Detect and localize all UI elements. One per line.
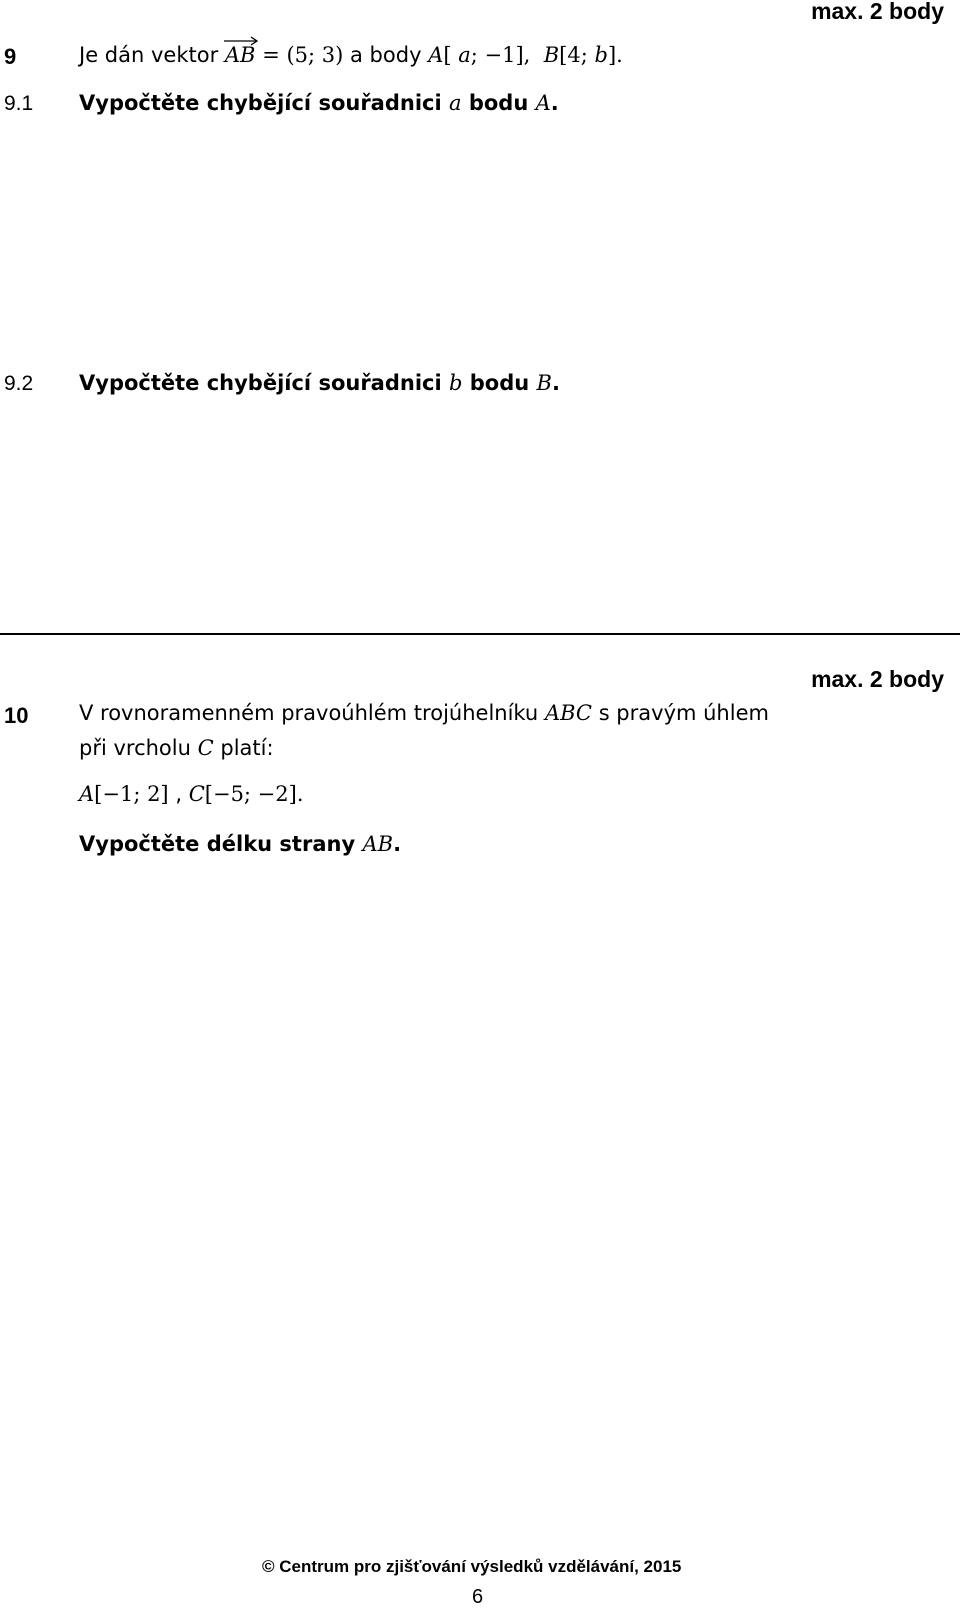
q10-coord-a: [−1; 2] bbox=[94, 782, 169, 806]
q10-triangle: ABC bbox=[544, 701, 592, 725]
q9-number: 9 bbox=[4, 44, 17, 69]
q10-line2b: platí: bbox=[220, 736, 274, 760]
q9-2-text: Vypočtěte chybějící souřadnici bbox=[79, 371, 442, 395]
section-divider bbox=[0, 633, 960, 635]
q9-point-b: B bbox=[543, 43, 560, 67]
q10-coord-a-label: A bbox=[79, 782, 95, 806]
q9-2-text2: bodu bbox=[469, 371, 530, 395]
q10-points: max. 2 body bbox=[811, 666, 944, 692]
q9-1-point: A bbox=[535, 91, 551, 115]
footer-copyright: © Centrum pro zjišťování výsledků vzdělávání, 2015 bbox=[262, 1557, 682, 1576]
q10-coord-sep: , bbox=[175, 782, 183, 806]
vector-arrow-icon bbox=[223, 36, 259, 46]
q9-intro-b: a body bbox=[350, 43, 422, 67]
q9-points: max. 2 body bbox=[811, 0, 944, 24]
q10-line2a: při vrcholu bbox=[79, 736, 191, 760]
q10-vertex: C bbox=[197, 736, 214, 760]
q10-line2 bbox=[79, 736, 274, 760]
q10-side: AB bbox=[362, 832, 394, 856]
q10-line1b: s pravým úhlem bbox=[598, 701, 769, 725]
q9-2-var: b bbox=[448, 371, 463, 395]
q9-1-task bbox=[79, 91, 559, 115]
q9-var-a: a bbox=[458, 43, 471, 67]
q9-point-a: A bbox=[428, 43, 444, 67]
q9-point-b-open: [4; bbox=[559, 43, 588, 67]
q10-coord-c-label: C bbox=[188, 782, 205, 806]
q10-task-text: Vypočtěte délku strany bbox=[79, 832, 356, 856]
q9-point-a-open: [ bbox=[443, 43, 452, 67]
q9-2-task bbox=[79, 371, 560, 395]
q9-1-var: a bbox=[448, 91, 462, 115]
vector-ab bbox=[225, 43, 256, 67]
q9-vector-value: = (5; 3) bbox=[262, 43, 344, 67]
q9-var-b: b bbox=[594, 43, 608, 67]
q9-2-point: B bbox=[536, 371, 552, 395]
vector-ab-label: AB bbox=[224, 43, 256, 67]
q9-point-b-rest: ]. bbox=[607, 43, 623, 67]
q9-1-text: Vypočtěte chybějící souřadnici bbox=[79, 91, 442, 115]
q9-1-text2: bodu bbox=[468, 91, 529, 115]
q10-task-end: . bbox=[393, 832, 402, 856]
q9-2-number: 9.2 bbox=[4, 372, 34, 395]
q10-coord-c: [−5; −2]. bbox=[204, 782, 304, 806]
q9-2-end: . bbox=[551, 371, 560, 395]
q9-1-number: 9.1 bbox=[4, 92, 34, 115]
q10-number: 10 bbox=[4, 703, 29, 728]
q9-statement bbox=[79, 43, 623, 67]
q10-line1a: V rovnoramenném pravoúhlém trojúhelníku bbox=[79, 701, 539, 725]
q9-intro-a: Je dán vektor bbox=[79, 43, 219, 67]
q9-1-end: . bbox=[550, 91, 559, 115]
q10-task bbox=[79, 832, 401, 856]
page-number: 6 bbox=[472, 1586, 484, 1608]
q10-line1 bbox=[79, 701, 769, 725]
q10-coordinates bbox=[79, 782, 304, 806]
q9-point-a-rest: ; −1], bbox=[470, 43, 531, 67]
